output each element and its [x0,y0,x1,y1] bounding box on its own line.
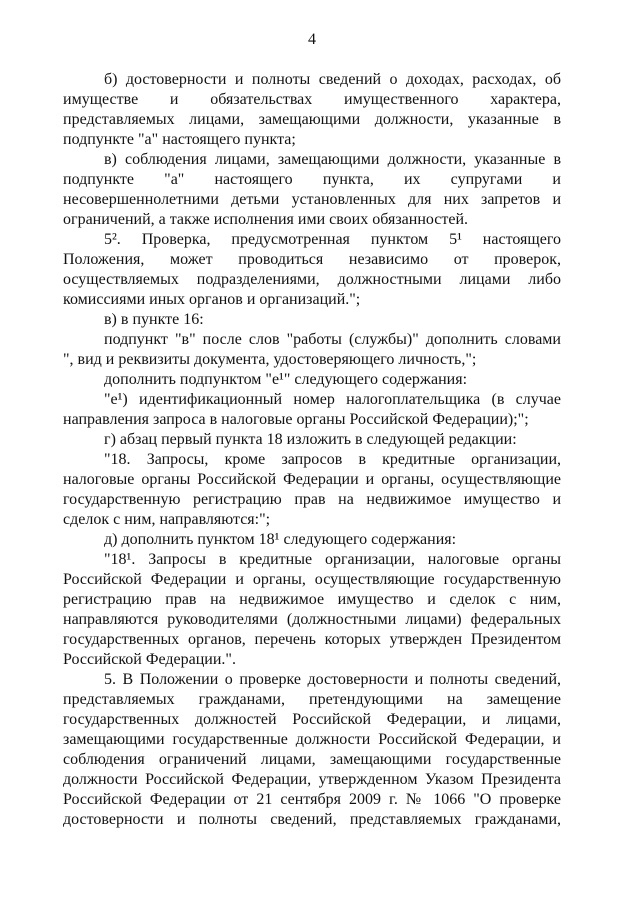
text-line: направляются руководителями (должностными лицами) федеральных [63,611,561,628]
paragraph [63,330,561,370]
text-line: д) дополнить пунктом 18¹ следующего содержания: [104,531,457,548]
text-line: несовершеннолетними детьми установленных для них запретов и [63,191,561,208]
paragraph [63,70,561,150]
text-block [63,30,561,830]
text-line: сделок с ним, направляются:"; [63,511,271,528]
text-line: государственных должностей Российской Федерации, и лицами, [63,711,561,728]
text-line: ", вид и реквизиты документа, удостоверяющего личность,"; [63,351,477,368]
text-line: осуществляемых подразделениями, должностными лицами либо [63,271,561,288]
text-line: соблюдения ограничений лицами, замещающими государственные [63,751,561,768]
paragraph [63,390,561,430]
document-body [63,70,561,830]
text-line: государственных органов, перечень которых утвержден Президентом [63,631,561,648]
text-line: регистрацию прав на недвижимое имущество и сделок с ним, [63,591,561,608]
page-number: 4 [308,31,316,48]
text-line: подпункте "а" настоящего пункта; [63,131,296,148]
text-line: "е¹) идентификационный номер налогоплательщика (в случае [104,391,561,408]
text-line: государственную регистрацию прав на недвижимое имущество и [63,491,561,508]
text-line: ограничений, а также исполнения ими своих обязанностей. [63,211,469,228]
text-line: должности Российской Федерации, утвержденном Указом Президента [63,771,561,788]
text-line: б) достоверности и полноты сведений о доходах, расходах, об [104,71,561,88]
paragraph [63,310,561,330]
text-line: Российской Федерации.". [63,651,236,668]
text-line: представляемых гражданами, претендующими на замещение [63,691,561,708]
text-line: подпункте "а" настоящего пункта, их супругами и [63,171,561,188]
text-line: в) соблюдения лицами, замещающими должности, указанные в [104,151,561,168]
paragraph [63,530,561,550]
text-line: направления запроса в налоговые органы Российской Федерации);"; [63,411,529,428]
text-line: налоговые органы Российской Федерации и органы, осуществляющие [63,471,561,488]
text-line: 5. В Положении о проверке достоверности и полноты сведений, [104,671,561,688]
text-line: 5². Проверка, предусмотренная пунктом 5¹ настоящего [104,231,561,248]
text-line: имуществе и обязательствах имущественного характера, [63,91,561,108]
text-line: замещающими государственные должности Российской Федерации, и [63,731,561,748]
text-line: Российской Федерации от 21 сентября 2009 г. № 1066 "О проверке [63,791,561,808]
text-line: представляемых лицами, замещающими должности, указанные в [63,111,561,128]
paragraph [63,670,561,830]
paragraph [63,450,561,530]
paragraph [63,550,561,670]
paragraph [63,150,561,230]
text-line: комиссиями иных органов и организаций."; [63,291,361,308]
text-line: "18. Запросы, кроме запросов в кредитные организации, [104,451,561,468]
text-line: подпункт "в" после слов "работы (службы)" дополнить словами [104,331,561,348]
text-line: в) в пункте 16: [104,311,204,328]
text-line: дополнить подпунктом "е¹" следующего содержания: [104,371,468,388]
text-line: Положения, может проводиться независимо от проверок, [63,251,561,268]
paragraph [63,430,561,450]
paragraph [63,370,561,390]
text-line: "18¹. Запросы в кредитные организации, налоговые органы [104,551,561,568]
text-line: г) абзац первый пункта 18 изложить в следующей редакции: [104,431,517,448]
text-line: Российской Федерации и органы, осуществляющие государственную [63,571,561,588]
text-line: достоверности и полноты сведений, представляемых гражданами, [63,811,561,828]
paragraph [63,230,561,310]
